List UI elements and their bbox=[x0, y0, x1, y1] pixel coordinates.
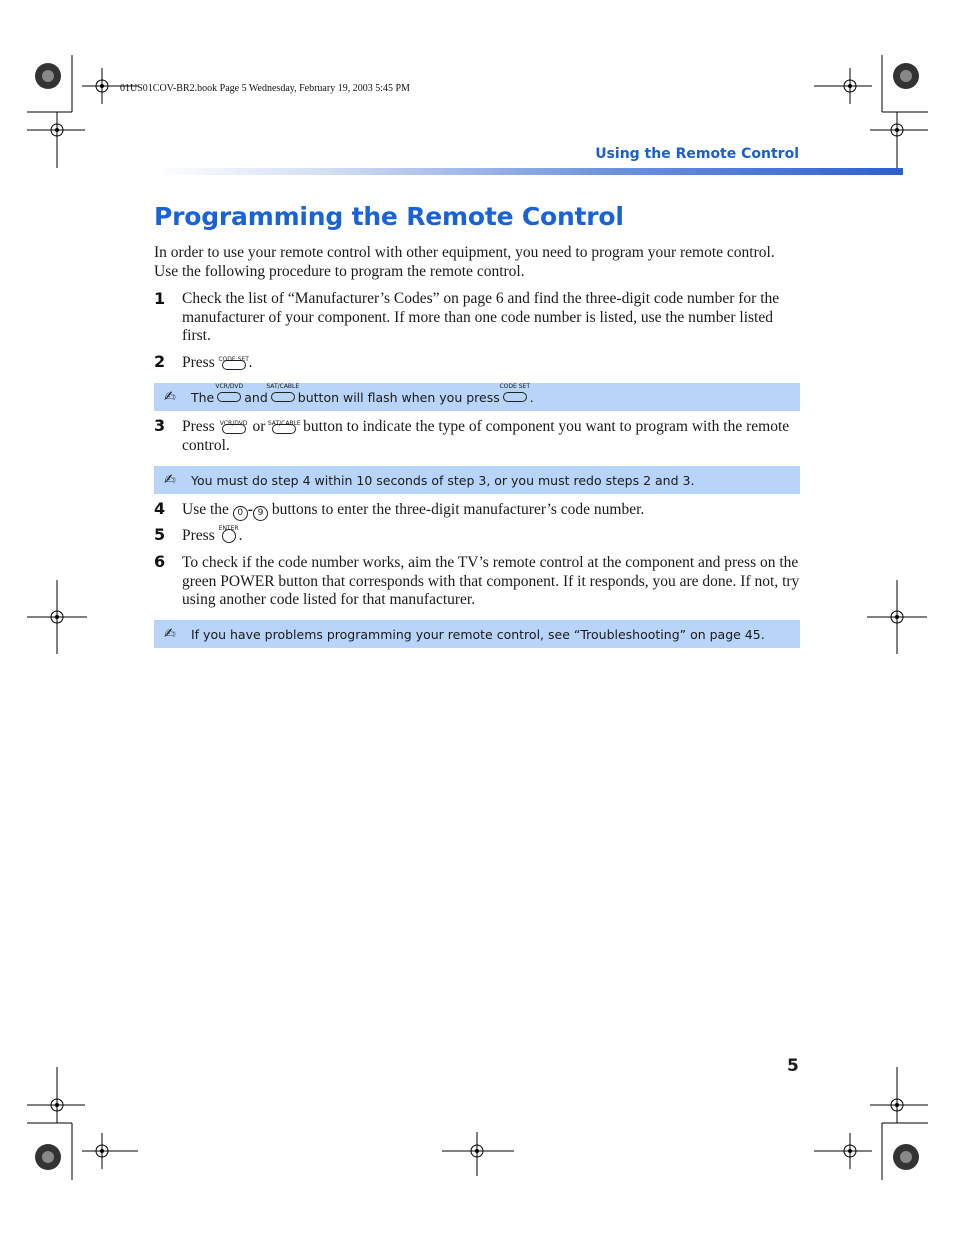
pencil-note-icon: ✍ bbox=[164, 389, 176, 405]
step-number: 6 bbox=[154, 552, 166, 571]
crop-mark-bottom-center bbox=[440, 1130, 520, 1180]
pencil-note-icon: ✍ bbox=[164, 472, 176, 488]
vcr-dvd-button-icon: VCR/DVD bbox=[217, 392, 241, 402]
file-header: 01US01COV-BR2.book Page 5 Wednesday, February 19, 2003 5:45 PM bbox=[120, 83, 410, 94]
page-title: Programming the Remote Control bbox=[154, 202, 624, 231]
crop-mark-mid-left bbox=[20, 578, 100, 658]
crop-mark-top-right bbox=[810, 0, 954, 170]
note-box: ✍ The VCR/DVD and SAT/CABLE button will flash when you press CODE SET . bbox=[154, 383, 800, 411]
sat-cable-button-icon: SAT/CABLE bbox=[271, 392, 295, 402]
step-number: 3 bbox=[154, 416, 166, 435]
step-number: 2 bbox=[154, 352, 166, 371]
pencil-note-icon: ✍ bbox=[164, 626, 176, 642]
step-text: Press VCR/DVD or SAT/CABLE button to indicate the type of component you want to program with the remote control. bbox=[182, 418, 790, 454]
code-set-button-icon: CODE SET bbox=[503, 392, 527, 402]
digit-0-button-icon: 0 bbox=[233, 506, 248, 521]
vcr-dvd-button-icon: VCR/DVD bbox=[222, 424, 246, 434]
step-text: Check the list of “Manufacturer’s Codes” on page 6 and find the three-digit code number for the manufacturer of your component. If more than one code number is listed, use the number listed first. bbox=[182, 290, 780, 344]
crop-mark-bottom-right bbox=[810, 1065, 954, 1235]
step-text: Use the 0 - 9 buttons to enter the three-digit manufacturer’s code number. bbox=[182, 501, 800, 521]
enter-button-icon: ENTER bbox=[222, 529, 236, 543]
step-number: 4 bbox=[154, 499, 166, 518]
crop-mark-mid-right bbox=[860, 578, 940, 658]
step-text-pre: Press bbox=[182, 354, 215, 371]
intro-paragraph: In order to use your remote control with other equipment, you need to program your remote control. Use the following procedure to program the remote control. bbox=[154, 244, 775, 280]
crop-mark-bottom-left bbox=[0, 1065, 140, 1235]
crop-mark-top-left bbox=[0, 0, 140, 170]
digit-9-button-icon: 9 bbox=[253, 506, 268, 521]
step-text: Press CODE SET . bbox=[182, 354, 253, 371]
running-head: Using the Remote Control bbox=[595, 146, 799, 162]
step-text: Press ENTER . bbox=[182, 525, 243, 544]
sat-cable-button-icon: SAT/CABLE bbox=[272, 424, 296, 434]
step-number: 1 bbox=[154, 289, 166, 308]
code-set-button-icon: CODE SET bbox=[222, 360, 246, 370]
note-box: ✍ If you have problems programming your remote control, see “Troubleshooting” on page 45. bbox=[154, 620, 800, 648]
step-number: 5 bbox=[154, 525, 166, 544]
header-bar bbox=[154, 168, 903, 175]
step-text: To check if the code number works, aim the TV’s remote control at the component and press on the green POWER button that corresponds with that component. If it responds, you are done. If not, try using another code listed for that manufacturer. bbox=[182, 554, 800, 608]
note-box: ✍ You must do step 4 within 10 seconds of step 3, or you must redo steps 2 and 3. bbox=[154, 466, 800, 494]
page-number: 5 bbox=[787, 1056, 799, 1076]
